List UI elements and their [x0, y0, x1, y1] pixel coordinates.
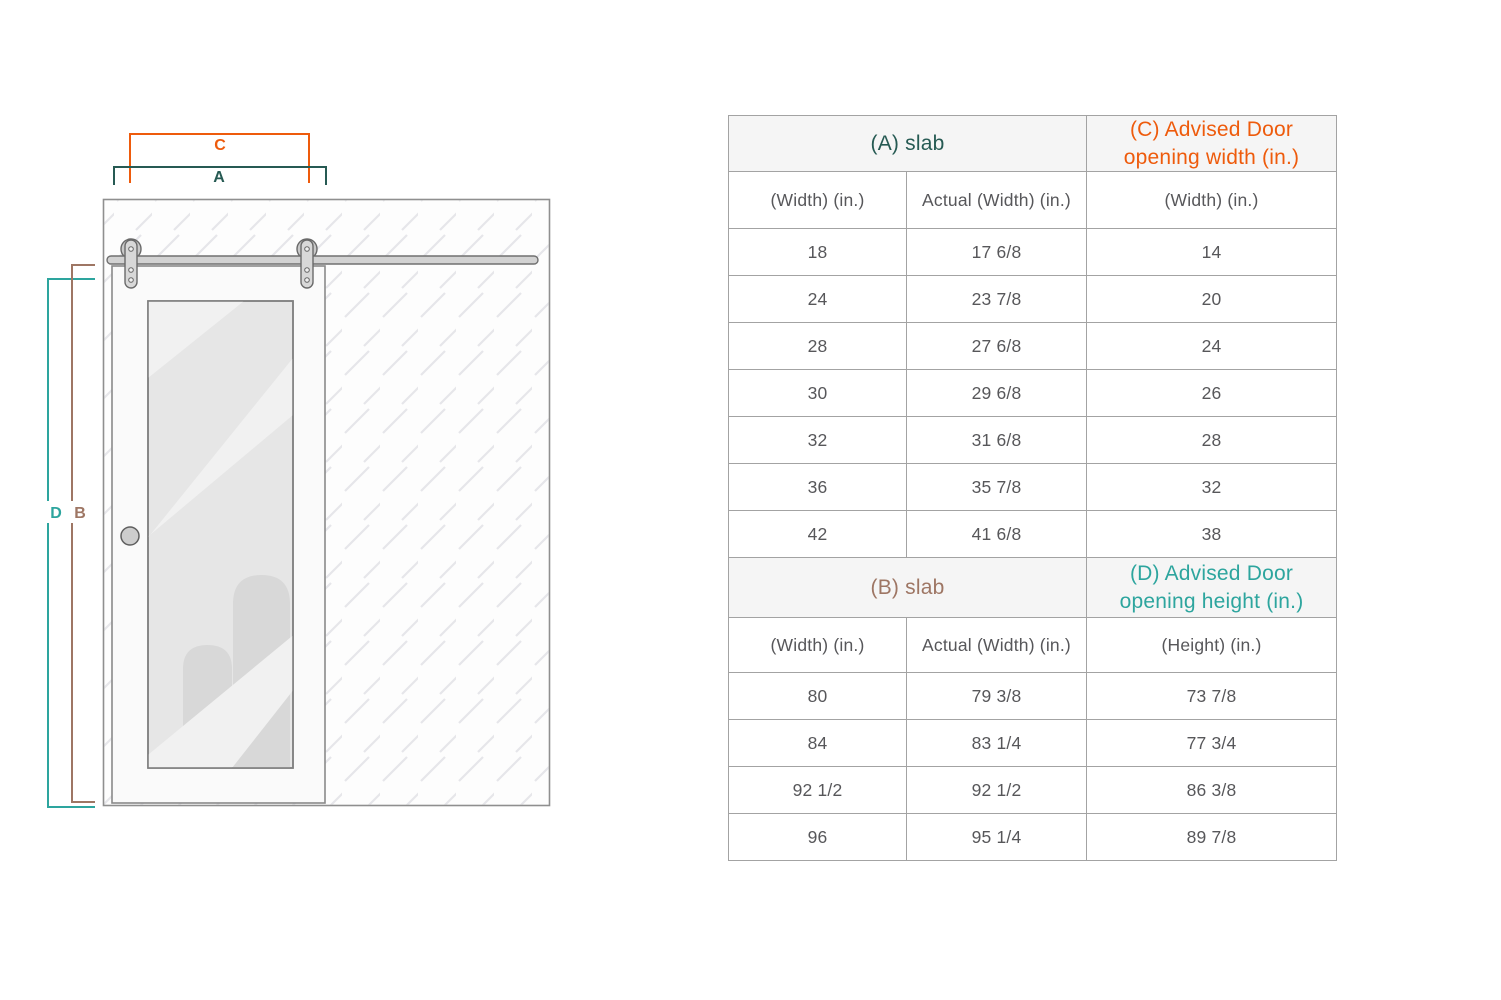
table-row — [729, 511, 1337, 558]
table-cell: 28 — [1087, 417, 1337, 464]
table-cell: 92 1/2 — [729, 767, 907, 814]
column-header: (Width) (in.) — [1087, 172, 1337, 229]
table-cell: 92 1/2 — [907, 767, 1087, 814]
hanger-right — [301, 240, 313, 288]
column-header: (Width) (in.) — [729, 618, 907, 673]
door-diagram-svg — [0, 0, 620, 880]
dimension-label-b: B — [74, 505, 86, 522]
table-cell: 84 — [729, 720, 907, 767]
section-b-header-row — [729, 558, 1337, 618]
table-row — [729, 276, 1337, 323]
table-cell: 38 — [1087, 511, 1337, 558]
table-row — [729, 229, 1337, 276]
table-cell: 80 — [729, 673, 907, 720]
table-cell: 26 — [1087, 370, 1337, 417]
table-cell: 31 6/8 — [907, 417, 1087, 464]
table-cell: 24 — [1087, 323, 1337, 370]
dimension-label-d: D — [50, 505, 62, 522]
section-b-title: (B) slab — [729, 558, 1087, 618]
size-table — [728, 115, 1337, 861]
table-cell: 32 — [729, 417, 907, 464]
dimension-bracket-b — [70, 265, 95, 802]
dimension-bracket-d — [46, 279, 95, 807]
section-a-header-row — [729, 116, 1337, 172]
table-cell: 18 — [729, 229, 907, 276]
table-cell: 17 6/8 — [907, 229, 1087, 276]
table-cell: 32 — [1087, 464, 1337, 511]
table-cell: 20 — [1087, 276, 1337, 323]
dimension-bracket-a — [114, 167, 326, 186]
table-cell: 86 3/8 — [1087, 767, 1337, 814]
column-header: (Height) (in.) — [1087, 618, 1337, 673]
section-b-column-headers — [729, 618, 1337, 673]
door-knob — [121, 527, 139, 545]
table-cell: 23 7/8 — [907, 276, 1087, 323]
sliding-rail — [107, 256, 538, 264]
table-row — [729, 370, 1337, 417]
table-cell: 35 7/8 — [907, 464, 1087, 511]
section-a-column-headers — [729, 172, 1337, 229]
table-cell: 96 — [729, 814, 907, 861]
table-row — [729, 417, 1337, 464]
section-d-title: (D) Advised Door opening height (in.) — [1087, 558, 1337, 618]
table-cell: 83 1/4 — [907, 720, 1087, 767]
section-a-title: (A) slab — [729, 116, 1087, 172]
table-cell: 29 6/8 — [907, 370, 1087, 417]
table-row — [729, 767, 1337, 814]
table-row — [729, 673, 1337, 720]
dimension-label-a: A — [213, 169, 225, 186]
table-cell: 27 6/8 — [907, 323, 1087, 370]
table-cell: 41 6/8 — [907, 511, 1087, 558]
table-cell: 73 7/8 — [1087, 673, 1337, 720]
column-header: (Width) (in.) — [729, 172, 907, 229]
table-cell: 89 7/8 — [1087, 814, 1337, 861]
column-header: Actual (Width) (in.) — [907, 172, 1087, 229]
table-row — [729, 814, 1337, 861]
barn-door-diagram — [0, 0, 620, 880]
table-cell: 77 3/4 — [1087, 720, 1337, 767]
table-cell: 30 — [729, 370, 907, 417]
table-row — [729, 720, 1337, 767]
section-c-title: (C) Advised Door opening width (in.) — [1087, 116, 1337, 172]
table-cell: 42 — [729, 511, 907, 558]
table-cell: 79 3/8 — [907, 673, 1087, 720]
table-row — [729, 464, 1337, 511]
table-cell: 28 — [729, 323, 907, 370]
table-cell: 14 — [1087, 229, 1337, 276]
table-cell: 95 1/4 — [907, 814, 1087, 861]
hanger-left — [125, 240, 137, 288]
dimension-label-c: C — [214, 137, 226, 154]
table-cell: 24 — [729, 276, 907, 323]
table-row — [729, 323, 1337, 370]
table-cell: 36 — [729, 464, 907, 511]
column-header: Actual (Width) (in.) — [907, 618, 1087, 673]
